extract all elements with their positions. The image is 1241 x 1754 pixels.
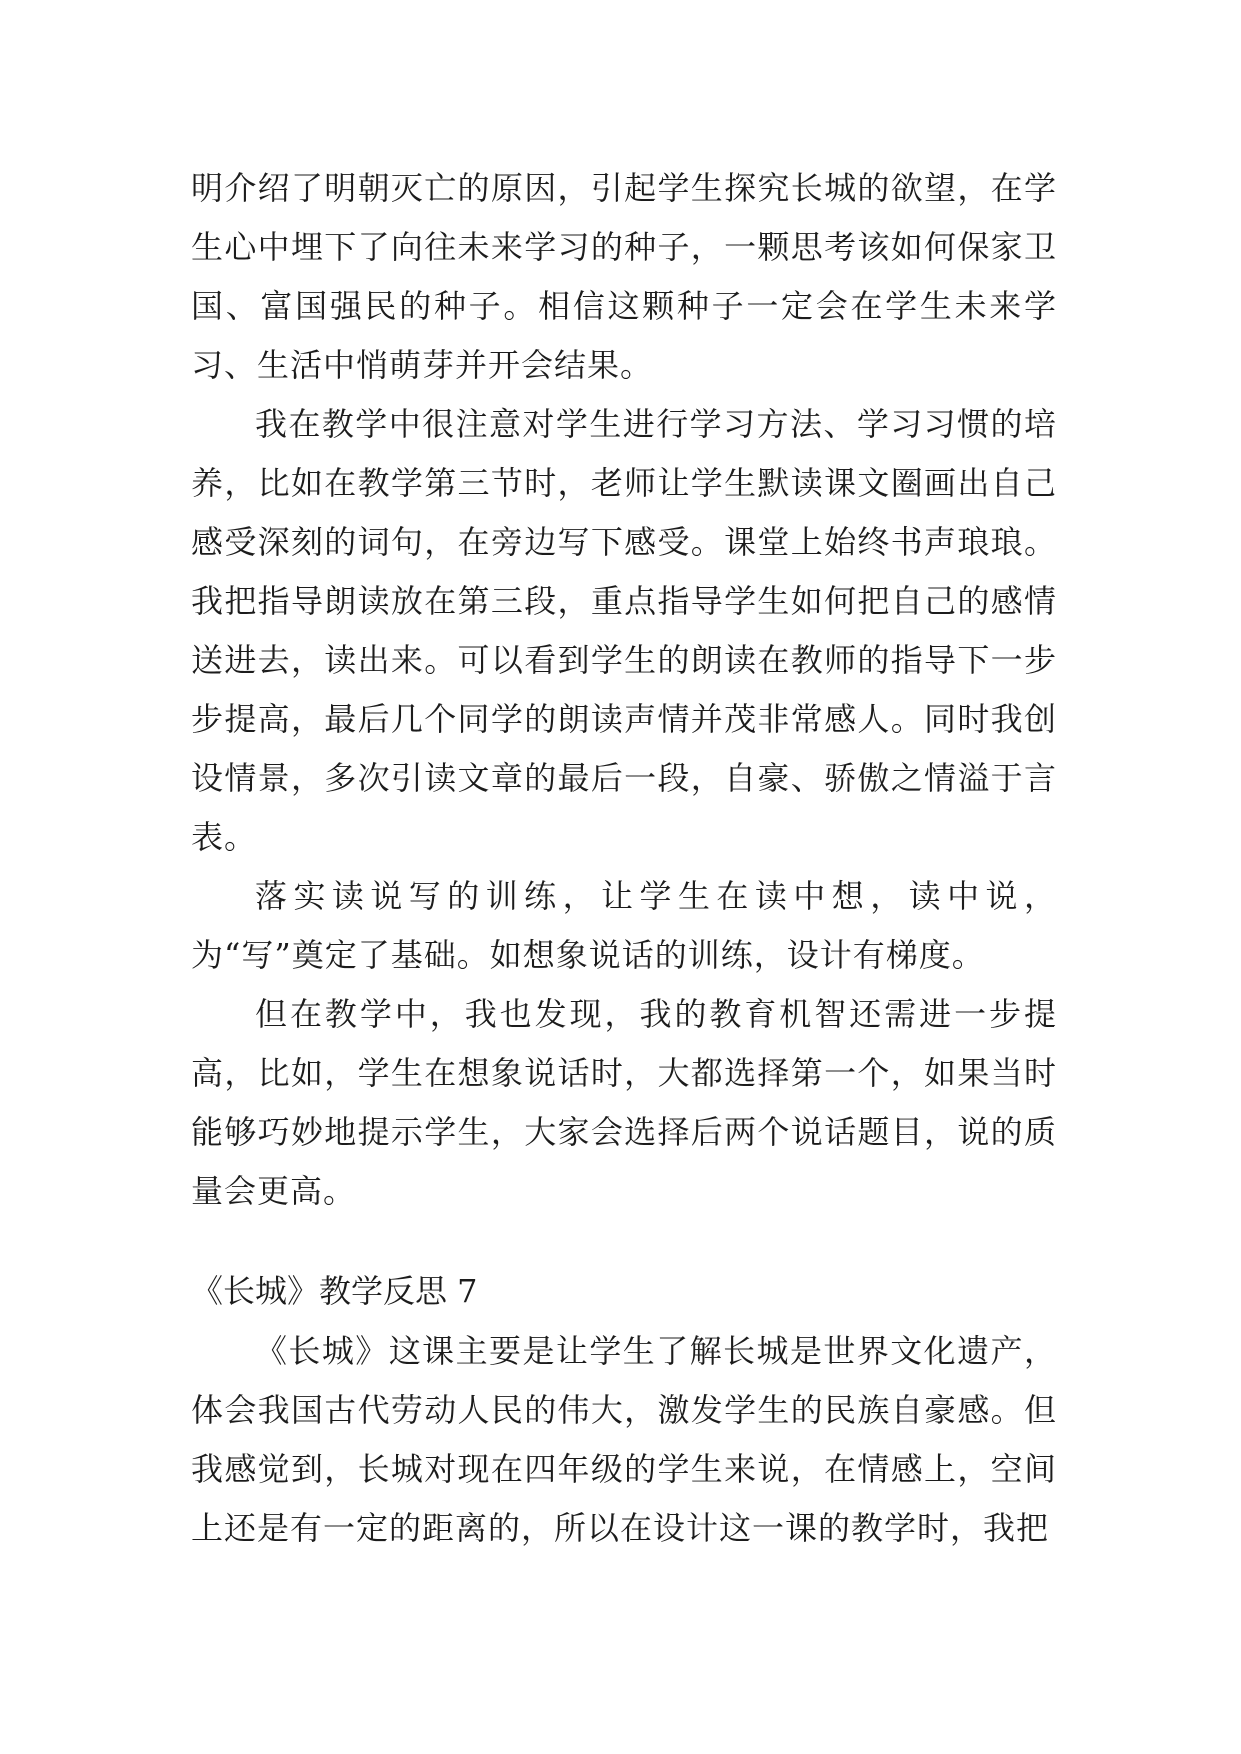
- section-title: 《长城》教学反思 7: [191, 1272, 478, 1310]
- paragraph-teaching-methods: 我在教学中很注意对学生进行学习方法、学习习惯的培养，比如在教学第三节时，老师让学生默读课文圈画出自己感受深刻的词句，在旁边写下感受。课堂上始终书声琅琅。我把指导朗读放在第三段，重点指导学生如何把自己的感情送进去，读出来。可以看到学生的朗读在教师的指导下一步步提高，最后几个同学的朗读声情并茂非常感人。同时我创设情景，多次引读文章的最后一段，自豪、骄傲之情溢于言表。: [191, 405, 1057, 856]
- continued-paragraph: 明介绍了明朝灭亡的原因，引起学生探究长城的欲望，在学生心中埋下了向往未来学习的种子，一颗思考该如何保家卫国、富国强民的种子。相信这颗种子一定会在学生未来学习、生活中悄萌芽并开会结果。: [191, 169, 1057, 384]
- section-paragraph: 《长城》这课主要是让学生了解长城是世界文化遗产，体会我国古代劳动人民的伟大，激发学生的民族自豪感。但我感觉到，长城对现在四年级的学生来说，在情感上，空间上还是有一定的距离的，所以在设计这一课的教学时，我把: [191, 1332, 1057, 1547]
- previous-section-body: [191, 159, 1057, 1221]
- section-body: [191, 1322, 1057, 1558]
- paragraph-reading-training: 落实读说写的训练，让学生在读中想，读中说，为“写”奠定了基础。如想象说话的训练，设计有梯度。: [191, 877, 1057, 974]
- paragraph-improvement: 但在教学中，我也发现，我的教育机智还需进一步提高，比如，学生在想象说话时，大都选择第一个，如果当时能够巧妙地提示学生，大家会选择后两个说话题目，说的质量会更高。: [191, 995, 1057, 1210]
